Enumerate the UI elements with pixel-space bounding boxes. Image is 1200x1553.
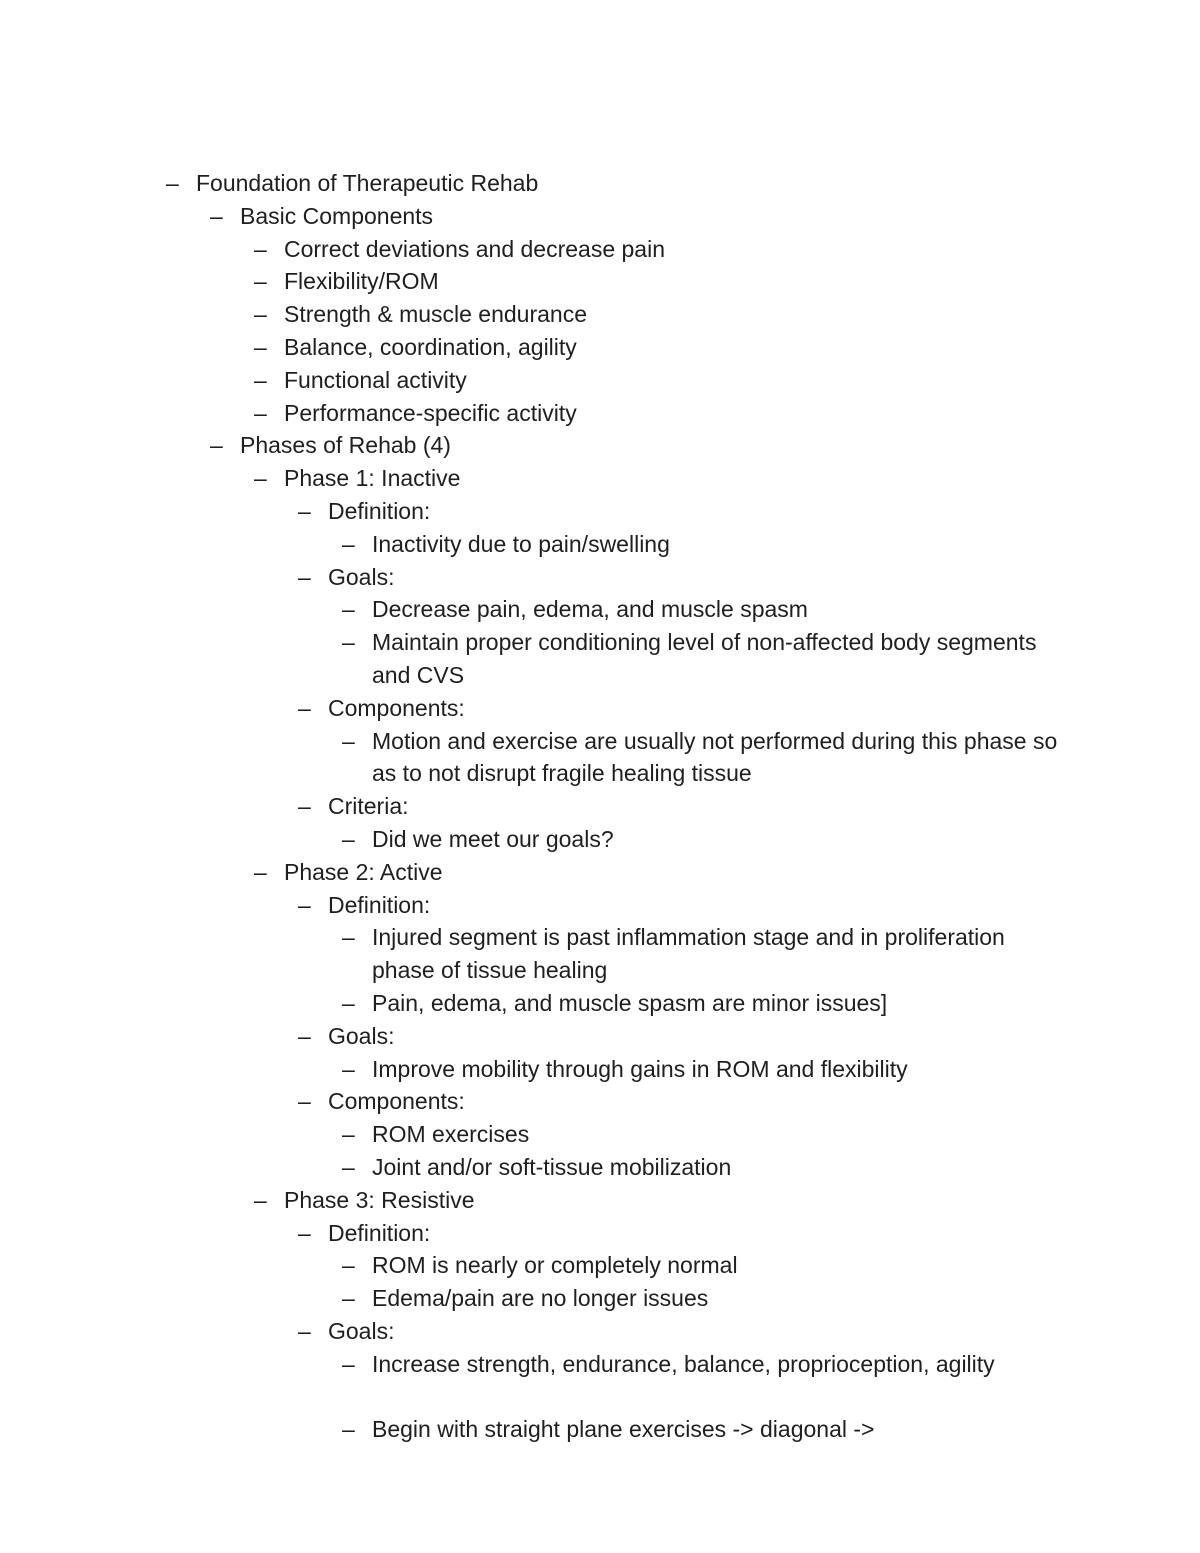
outline-item (0, 921, 1200, 987)
outline-item-text: Phase 3: Resistive (284, 1186, 475, 1213)
outline-item-text: Components: (328, 1088, 465, 1115)
dash-bullet-icon: – (342, 825, 355, 852)
dash-bullet-icon: – (298, 694, 311, 721)
outline-item-text: ROM is nearly or completely normal (372, 1252, 738, 1279)
dash-bullet-icon: – (342, 1055, 355, 1082)
dash-bullet-icon: – (342, 1252, 355, 1279)
dash-bullet-icon: – (166, 170, 179, 196)
outline-item (0, 593, 1200, 626)
outline-item-text: Injured segment is past inflammation stage and in proliferation phase of tissue healing (372, 924, 1005, 984)
outline-item-text: Goals: (328, 1317, 395, 1344)
outline-item (0, 1217, 1200, 1250)
outline-item-text: Pain, edema, and muscle spasm are minor issues] (372, 989, 888, 1016)
dash-bullet-icon: – (298, 1088, 311, 1115)
outline-item-text: Joint and/or soft-tissue mobilization (372, 1153, 732, 1180)
outline-item (0, 1348, 1200, 1414)
outline-item-text: Functional activity (284, 366, 467, 393)
dash-bullet-icon: – (210, 432, 223, 459)
dash-bullet-icon: – (342, 1121, 355, 1148)
outline-item-text: Basic Components (240, 202, 434, 229)
dash-bullet-icon: – (342, 596, 355, 623)
outline-item-text: Strength & muscle endurance (284, 301, 588, 328)
outline-item-text: Correct deviations and decrease pain (284, 235, 666, 262)
outline-item (0, 1085, 1200, 1118)
outline-item (0, 364, 1200, 397)
outline-item (0, 1282, 1200, 1315)
dash-bullet-icon: – (342, 1153, 355, 1180)
outline-item (0, 1053, 1200, 1086)
outline-item-text: Goals: (328, 563, 395, 590)
dash-bullet-icon: – (254, 235, 267, 262)
outline-item (0, 200, 1200, 233)
outline-item (0, 1118, 1200, 1151)
outline-item (0, 561, 1200, 594)
outline-item (0, 1315, 1200, 1348)
dash-bullet-icon: – (210, 202, 223, 229)
outline-item-text: Criteria: (328, 793, 409, 820)
dash-bullet-icon: – (254, 268, 267, 295)
dash-bullet-icon: – (342, 1350, 355, 1377)
outline-item-text: Inactivity due to pain/swelling (372, 530, 670, 557)
outline-item-text: Phases of Rehab (4) (240, 432, 451, 459)
dash-bullet-icon: – (342, 629, 355, 656)
outline-item-text: Increase strength, endurance, balance, proprioception, agility (372, 1350, 995, 1377)
outline-item-text: Motion and exercise are usually not performed during this phase so as to not disrupt fragile healing tissue (372, 727, 1058, 787)
outline-item (0, 265, 1200, 298)
dash-bullet-icon: – (254, 465, 267, 492)
outline-item-text: Flexibility/ROM (284, 268, 439, 295)
outline-item-text: Definition: (328, 1219, 431, 1246)
outline-item (0, 298, 1200, 331)
outline-item-text: Edema/pain are no longer issues (372, 1285, 709, 1312)
dash-bullet-icon: – (254, 301, 267, 328)
outline-item (0, 1020, 1200, 1053)
outline-item (0, 790, 1200, 823)
outline-item-text: Definition: (328, 497, 431, 524)
dash-bullet-icon: – (342, 530, 355, 557)
outline-item (0, 1151, 1200, 1184)
outline-item-text: Goals: (328, 1022, 395, 1049)
dash-bullet-icon: – (342, 989, 355, 1016)
outline-item-text: Foundation of Therapeutic Rehab (196, 170, 539, 196)
dash-bullet-icon: – (254, 333, 267, 360)
dash-bullet-icon: – (298, 793, 311, 820)
outline-item (0, 1413, 1200, 1446)
outline-item-text: Begin with straight plane exercises -> diagonal -> (372, 1416, 875, 1443)
outline-item (0, 823, 1200, 856)
outline-item (0, 856, 1200, 889)
dash-bullet-icon: – (298, 563, 311, 590)
dash-bullet-icon: – (254, 366, 267, 393)
outline-item (0, 167, 1200, 200)
outline-item (0, 889, 1200, 922)
dash-bullet-icon: – (342, 1285, 355, 1312)
outline-item (0, 429, 1200, 462)
outline-item (0, 331, 1200, 364)
dash-bullet-icon: – (298, 497, 311, 524)
outline-item (0, 725, 1200, 791)
dash-bullet-icon: – (298, 1219, 311, 1246)
outline-item-text: Components: (328, 694, 465, 721)
dash-bullet-icon: – (298, 891, 311, 918)
outline-list (0, 167, 1200, 1446)
outline-item (0, 528, 1200, 561)
outline-item (0, 1184, 1200, 1217)
dash-bullet-icon: – (342, 924, 355, 951)
outline-item (0, 626, 1200, 692)
outline-item-text: Performance-specific activity (284, 399, 577, 426)
dash-bullet-icon: – (254, 1186, 267, 1213)
outline-item-text: Improve mobility through gains in ROM and flexibility (372, 1055, 908, 1082)
dash-bullet-icon: – (342, 1416, 355, 1443)
outline-item (0, 495, 1200, 528)
outline-item (0, 397, 1200, 430)
outline-item (0, 462, 1200, 495)
outline-item-text: Phase 1: Inactive (284, 465, 461, 492)
outline-item (0, 987, 1200, 1020)
outline-item-text: ROM exercises (372, 1121, 530, 1148)
outline-item-text: Decrease pain, edema, and muscle spasm (372, 596, 808, 623)
dash-bullet-icon: – (298, 1022, 311, 1049)
dash-bullet-icon: – (254, 858, 267, 885)
outline-item (0, 233, 1200, 266)
dash-bullet-icon: – (298, 1317, 311, 1344)
dash-bullet-icon: – (254, 399, 267, 426)
outline-item-text: Maintain proper conditioning level of non-affected body segments and CVS (372, 629, 1037, 688)
outline-item-text: Did we meet our goals? (372, 825, 614, 852)
outline-item (0, 692, 1200, 725)
outline-item-text: Definition: (328, 891, 431, 918)
outline-item-text: Balance, coordination, agility (284, 333, 577, 360)
outline-item (0, 1249, 1200, 1282)
dash-bullet-icon: – (342, 727, 355, 754)
outline-item-text: Phase 2: Active (284, 858, 443, 885)
